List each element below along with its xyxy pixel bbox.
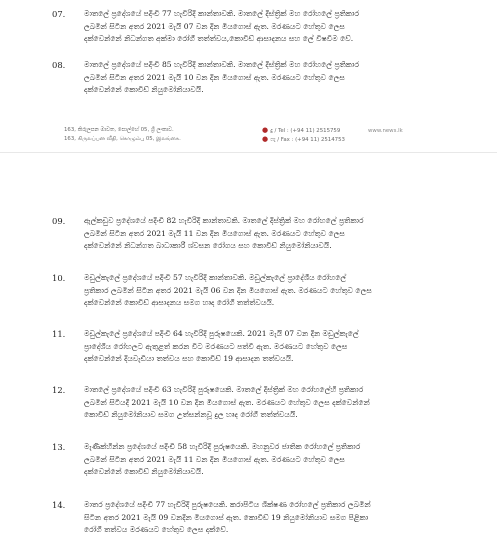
- entry-line: මැණික්හින්න ප්‍රදේශයේ පදිංචි 58 හැවිරිදි පුරුෂයෙකි. මහනුවර ජාතික රෝහලේ ප්‍රතිකාර: [84, 442, 361, 451]
- entry-line: ලබමින් සිටින අතර 2021 මැයි 10 වන දින මියගොස් ඇත. මරණයට හේතුව ලෙස: [84, 72, 345, 82]
- entry-line: දක්වෙන්නේ දියවැඩියා තත්වය සහ කොවිඩ් 19 ආසාදන තත්වයයි.: [84, 354, 294, 363]
- entry-number: 08.: [52, 60, 66, 70]
- entry-line: කොවිඩ් නියුමෝනියාව සමග උත්සන්නවූ දුල හෘද රෝගී තත්ත්වයයි.: [84, 410, 298, 419]
- entry-line: ලබමින් සිටින අතර 2021 මැයි 11 වන දින මියගොස් ඇත. මරණයට හේතුව ලෙස: [84, 228, 345, 238]
- entry-line: මඩුල්කැලේ ප්‍රදේශයේ පදිංචි 64 හැවිරිදි පුරුෂයෙකි. 2021 මැයි 07 වන දින මඩුල්කැලේ: [84, 329, 359, 338]
- entry-line: රෝගී තත්වය මරණයට හේතුව ලෙස දක්වේ.: [84, 525, 229, 534]
- entry-number: 10.: [52, 273, 66, 283]
- entry-line: දක්වෙන්නේ කොවිඩ් නියුමෝනියාවයි.: [84, 467, 204, 476]
- footer-address-sinhala: 163, කිරුලපන මාවත, පොල්හේ 05, ශ්‍රී ලංකාව.: [64, 127, 174, 133]
- footer-fax-text: ෆැ / Fax : (+94 11) 2514753: [270, 137, 345, 143]
- footer-website[interactable]: www.news.lk: [368, 128, 403, 134]
- entry-line: ඇල්කඩුව ප්‍රදේශයේ පදිංචි 82 හැවිරිදි කාන්තාවකි. මාතලේ දිස්ත්‍රික් මහ රෝහලේ ප්‍රතිකාර: [84, 216, 364, 225]
- entry-text: [84, 8, 454, 46]
- entry-line: දක්වෙන්නේ කොවිඩ් ආසාදනය සමග හෘද රෝගී තත්ත්වයයි.: [84, 298, 275, 307]
- entry-line: මාතලේ ප්‍රදේශයේ පදිංචි 63 හැවිරිදි පුරුෂයෙකි. මාතලේ දිස්ත්‍රික් මහ රෝහලේහි ප්‍රතිකාර: [84, 385, 364, 394]
- entry-text: [84, 441, 454, 479]
- entry-number: 13.: [52, 442, 66, 452]
- entry-line: ලබමින් සිටින අතර 2021 මැයි 11 වන දින මියගොස් ඇත. මරණයට හේතුව ලෙස: [84, 454, 345, 464]
- entry-line: දක්වෙන්නේ නිධන්ගත බාධාකාරී ශ්වසන රෝගය සහ කොවිඩ් නියුමෝනියාවයි.: [84, 241, 332, 250]
- entry-line: ප්‍රාදේශීය රෝහලට ඇතුළත් කරන විට මරණයට පත්වී ඇත. මරණයට හේතුව ලෙස: [84, 341, 348, 351]
- entry-line: මාතර ප්‍රදේශයේ පදිංචි 77 හැවිරිදි පුරුෂයෙකි. කරාපිටිය ශික්ෂණ රෝහලේ ප්‍රතිකාර ලබමින්: [84, 500, 371, 509]
- entry-text: [84, 384, 454, 422]
- entry-line: මාතලේ ප්‍රදේශයේ පදිංචි 77 හැවිරිදි කාන්තාවකි. මාතලේ දිස්ත්‍රික් මහ රෝහලේ ප්‍රතිකාර: [84, 9, 360, 18]
- bullet-icon: ●: [262, 126, 271, 134]
- entry-line: මාතලේ ප්‍රදේශයේ පදිංචි 85 හැවිරිදි කාන්තාවකි. මාතලේ දිස්ත්‍රික් මහ රෝහලේ ප්‍රතිකාර: [84, 60, 360, 69]
- entry-number: 14.: [52, 500, 66, 510]
- entry-line: දක්වෙන්නේ කොවිඩ් නියුමෝනියාවයි.: [84, 85, 204, 94]
- entry-line: සිටින අතර 2021 මැයි 09 වනදින මියගොස් ඇත. කොවිඩ් 19 නියුමෝනියාව සමග පිළිකා: [84, 512, 369, 522]
- entry-line: දක්වෙන්නේ නිධන්ගත අක්මා රෝගී තත්ත්වය,කොවිඩ් ආසාදනය සහ ලේ විෂවීම වේ.: [84, 34, 354, 43]
- entry-text: [84, 328, 454, 366]
- letterhead-footer: [0, 118, 497, 152]
- entry-text: [84, 59, 454, 97]
- footer-address-tamil: 163, கிருலப்பன வீதி, கொழும்பு 05, இலங்கை.: [64, 136, 181, 142]
- entry-number: 11.: [52, 329, 66, 339]
- entry-text: [84, 215, 454, 253]
- entry-text: [84, 272, 454, 310]
- entry-number: 12.: [52, 385, 66, 395]
- entry-line: මඩුල්කැලේ ප්‍රදේශයේ පදිංචි 57 හැවිරිදි කාන්තාවකි. මඩුල්කැලේ ප්‍රාදේශීය රෝහලේ: [84, 273, 347, 282]
- entry-number: 07.: [52, 9, 66, 19]
- page-divider: [0, 152, 497, 153]
- footer-phone-text: දු / Tel : (+94 11) 2515759: [270, 128, 341, 134]
- entry-line: ප්‍රතිකාර ලබමින් සිටින අතර 2021 මැයි 06 වන දින මියගොස් ඇත. මරණයට හේතුව ලෙස: [84, 285, 372, 295]
- footer-phone: [262, 126, 340, 135]
- entry-line: ලබමින් සිටියදී 2021 මැයි 10 වන දින මියගොස් ඇත. මරණයට හේතුව ලෙස දක්වෙන්නේ: [84, 397, 370, 407]
- footer-fax: [262, 135, 345, 144]
- entry-line: ලබමින් සිටින අතර 2021 මැයි 07 වන දින මියගොස් ඇත. මරණයට හේතුව ලෙස: [84, 21, 345, 31]
- bullet-icon: ●: [262, 135, 271, 143]
- entry-text: [84, 499, 454, 537]
- entry-number: 09.: [52, 216, 66, 226]
